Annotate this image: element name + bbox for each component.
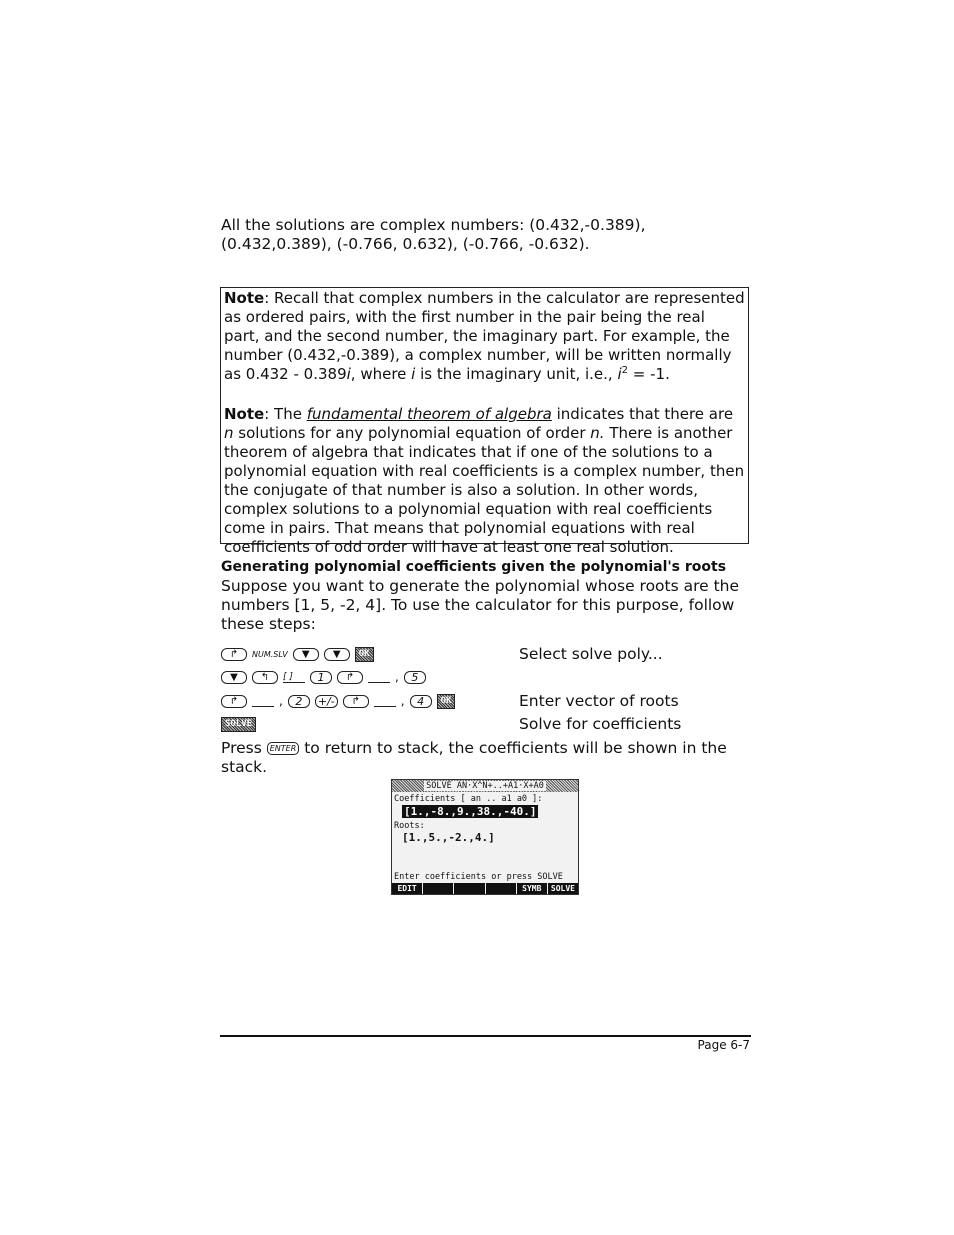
keystroke-row-1 [221,645,374,663]
calc-roots-label: Roots: [394,821,425,831]
enter-key: ENTER [267,742,300,755]
step-label-4: Solve for coefficients [519,715,682,733]
down-arrow-key: ▼ [293,648,319,661]
key-5: 5 [404,671,426,684]
left-shift-key: ↰ [252,671,278,684]
calc-roots-value: [1.,5.,-2.,4.] [402,831,495,844]
num-slv-label: NUM.SLV [252,649,288,659]
section-heading: Generating polynomial coefficients given the polynomial's roots [221,559,727,575]
calc-menu-solve: SOLVE [548,883,578,894]
keystroke-row-3: ↱ , 2 +/- ↱ , 4 OK [221,692,455,710]
intro-paragraph: All the solutions are complex numbers: (0.432,-0.389), (0.432,0.389), (-0.766, 0.632), (-0.766, -0.632). [221,216,646,253]
calc-menu-symb: SYMB [517,883,548,894]
calc-coeff-value: [1.,-8.,9.,38.,-40.] [404,805,537,818]
theorem-link[interactable]: fundamental theorem of algebra [306,405,552,423]
down-arrow-key: ▼ [324,648,350,661]
calc-menu-empty [454,883,485,894]
calc-menu-empty [423,883,454,894]
note-box [220,287,749,556]
calculator-screen [391,779,579,895]
plus-minus-key: +/- [315,695,338,708]
down-arrow-key: ▼ [221,671,247,684]
step-label-3: Enter vector of roots [519,692,679,710]
press-enter-paragraph: Press ENTER to return to stack, the coefficients will be shown in the stack. [221,739,727,776]
keystroke-row-4 [221,715,256,733]
calc-title-bar: SOLVE AN·X^N+..+A1·X+A0 [392,780,578,792]
calc-menu-empty [486,883,517,894]
comma-label [368,672,390,683]
key-2: 2 [288,695,310,708]
calc-menu-bar [392,883,578,894]
page-number: Page 6-7 [697,1038,750,1052]
note-1-label: Note [224,289,265,307]
key-1: 1 [310,671,332,684]
key-4: 4 [410,695,432,708]
right-shift-key: ↱ [221,648,247,661]
section-intro: Suppose you want to generate the polynomial whose roots are the numbers [1, 5, -2, 4]. To use the calculator for this purpose, follow these steps: [221,577,740,633]
note-1: Note: Recall that complex numbers in the calculator are represented as ordered pairs, with the first number in the pair being the real part, and the second number, the imaginary part. For example, the number (0.432,-0.389), a complex number, will be written normally as 0.432 - 0.389i, where i is the imaginary unit, i.e., $i^2 = -1$. [224,289,745,383]
calc-menu-edit: EDIT [392,883,423,894]
note-2-label: Note [224,405,265,423]
calc-hint: Enter coefficients or press SOLVE [394,872,563,882]
keystroke-row-2: ▼ ↰ [ ] 1 ↱ , 5 [221,668,426,686]
note-2: Note: The fundamental theorem of algebra indicates that there are n solutions for any polynomial equation of order n. There is another theorem of algebra that indicates that if one of the solutions to a polynomial equation with real coefficients is a complex number, then the conjugate of that number is also a solution. In other words, complex solutions to a polynomial equation with real coefficients come in pairs. That means that polynomial equations with real coefficients of odd order will have at least one real solution. [224,405,745,556]
comma-label [374,696,396,707]
right-shift-key: ↱ [221,695,247,708]
right-shift-key: ↱ [337,671,363,684]
brackets-label: [ ] [283,672,305,683]
calc-coeff-label: Coefficients [ an .. a1 a0 ]: [394,794,543,804]
solve-softkey: SOLVE [221,717,256,732]
step-label-1: Select solve poly... [519,645,663,663]
footer-rule [220,1035,751,1037]
ok-softkey: OK [437,694,456,709]
ok-softkey: OK [355,647,374,662]
right-shift-key: ↱ [343,695,369,708]
comma-label [252,696,274,707]
